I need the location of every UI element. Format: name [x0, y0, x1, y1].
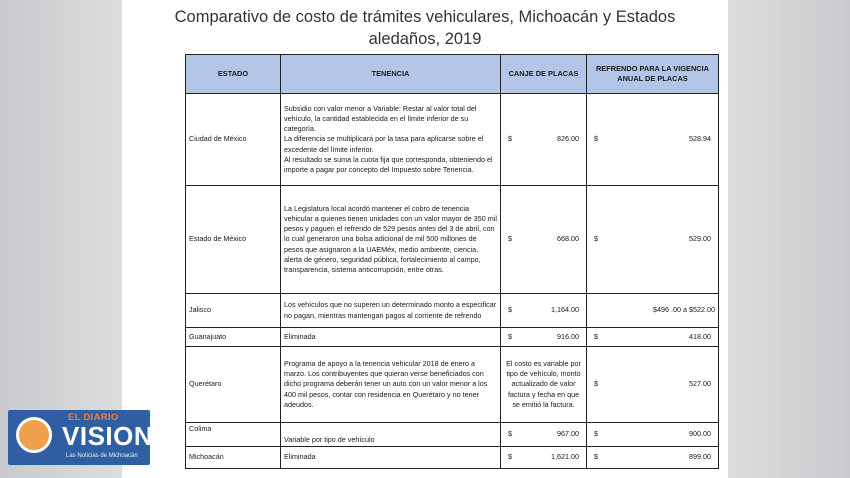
- canje-amount: 668.00: [557, 234, 579, 244]
- cell-canje: [501, 294, 587, 328]
- refrendo-amount: 527.00: [689, 379, 711, 389]
- logo-tagline: Las Noticias de Michoacán: [66, 453, 138, 459]
- cell-refrendo: [587, 347, 719, 423]
- refrendo-currency: $: [594, 379, 598, 389]
- cell-estado: Ciudad de México: [186, 94, 281, 186]
- canje-amount: 826.00: [557, 134, 579, 144]
- title-line-2: aledaños, 2019: [368, 30, 482, 48]
- cell-refrendo: [587, 423, 719, 447]
- refrendo-currency: $: [594, 134, 598, 144]
- cell-canje: [501, 328, 587, 347]
- table-header-row: [186, 55, 719, 94]
- table-row: [186, 94, 719, 186]
- cell-estado: Querétaro: [186, 347, 281, 423]
- table-row: [186, 186, 719, 294]
- table-row: [186, 447, 719, 469]
- cell-tenencia: Variable por tipo de vehículo: [281, 423, 501, 447]
- cell-canje: [501, 447, 587, 469]
- document-title: [122, 6, 728, 50]
- refrendo-currency: $: [594, 331, 598, 341]
- table-row: [186, 347, 719, 423]
- left-blurred-margin: [0, 0, 122, 478]
- cell-canje: El costo es variable por tipo de vehículo, monto actualizado de valor factura y fecha en que se emitió la factura.: [501, 347, 587, 423]
- refrendo-amount: 899.00: [689, 452, 711, 462]
- cell-tenencia: La Legislatura local acordó mantener el cobro de tenencia vehicular a quienes tienen unidades con un valor mayor de 350 mil pesos y paguen el refrendo de 529 pesos antes del 3 de abril, con lo cual generaron una bolsa adicional de mil 500 millones de pesos que asignaron a la UAEMéx, medio ambiente, ciencia, alerta de género, seguridad pública, fortalecimiento al campo, transparencia, sistema anticorrupción, entre otras.: [281, 186, 501, 294]
- refrendo-currency: $: [594, 452, 598, 462]
- table-row: [186, 328, 719, 347]
- canje-amount: 916.00: [557, 331, 579, 341]
- header-refrendo: REFRENDO PARA LA VIGENCIA ANUAL DE PLACAS: [587, 55, 719, 94]
- title-line-1: Comparativo de costo de trámites vehiculares, Michoacán y Estados: [174, 8, 676, 26]
- cell-tenencia: Eliminada: [281, 447, 501, 469]
- canje-currency: $: [508, 452, 512, 462]
- header-estado: ESTADO: [186, 55, 281, 94]
- canje-amount: 1,621.00: [551, 452, 579, 462]
- table-row: [186, 423, 719, 447]
- right-blurred-margin: [728, 0, 850, 478]
- cell-estado: Guanajuato: [186, 328, 281, 347]
- logo-line2: VISION: [62, 421, 154, 451]
- refrendo-amount: 529.00: [689, 234, 711, 244]
- cell-refrendo: $496 .00 a $522.00: [587, 294, 719, 328]
- comparison-table: [185, 54, 719, 469]
- cell-tenencia: Subsidio con valor menor a Variable: Restar al valor total del vehículo, la cantidad establecida en el límite inferior de su categoría. La diferencia se multiplicará por la tasa para aplicarse sobre el excedente del límite inferior. Al resultado se suma la cuota fija que corresponda, obteniendo el importe a pagar por concepto del Impuesto sobre Tenencia.: [281, 94, 501, 186]
- logo-orange-circle-icon: [16, 417, 52, 453]
- cell-refrendo: [587, 94, 719, 186]
- refrendo-amount: 418.00: [689, 331, 711, 341]
- document-sheet: [122, 0, 728, 478]
- cell-refrendo: [587, 328, 719, 347]
- el-diario-vision-logo: [8, 410, 154, 465]
- cell-estado: Michoacán: [186, 447, 281, 469]
- refrendo-amount: 528.94: [689, 134, 711, 144]
- cell-canje: [501, 94, 587, 186]
- table-row: [186, 294, 719, 328]
- logo-line1: EL DIARIO: [68, 412, 119, 423]
- canje-amount: 1,164.00: [551, 305, 579, 315]
- refrendo-amount: 900.00: [689, 429, 711, 439]
- cell-estado: Jalisco: [186, 294, 281, 328]
- canje-currency: $: [508, 134, 512, 144]
- canje-currency: $: [508, 305, 512, 315]
- canje-currency: $: [508, 429, 512, 439]
- canje-currency: $: [508, 234, 512, 244]
- canje-currency: $: [508, 331, 512, 341]
- header-canje: CANJE DE PLACAS: [501, 55, 587, 94]
- cell-estado: Colima: [186, 423, 281, 447]
- cell-canje: [501, 423, 587, 447]
- cell-estado: Estado de México: [186, 186, 281, 294]
- cell-tenencia: Eliminada: [281, 328, 501, 347]
- refrendo-currency: $: [594, 234, 598, 244]
- cell-canje: [501, 186, 587, 294]
- canje-amount: 967.00: [557, 429, 579, 439]
- cell-tenencia: Los vehículos que no superen un determinado monto a especificar no pagan, mientras mantengan pagos al corriente de refrendo: [281, 294, 501, 328]
- cell-refrendo: [587, 447, 719, 469]
- cell-refrendo: [587, 186, 719, 294]
- cell-tenencia: Programa de apoyo a la tenencia vehicular 2018 de enero a marzo. Los contribuyentes que quieran verse beneficiados con dicho programa deberán tener un auto con un valor menor a los 400 mil pesos, contar con residencia en Querétaro y no tener adeudos.: [281, 347, 501, 423]
- refrendo-currency: $: [594, 429, 598, 439]
- header-tenencia: TENENCIA: [281, 55, 501, 94]
